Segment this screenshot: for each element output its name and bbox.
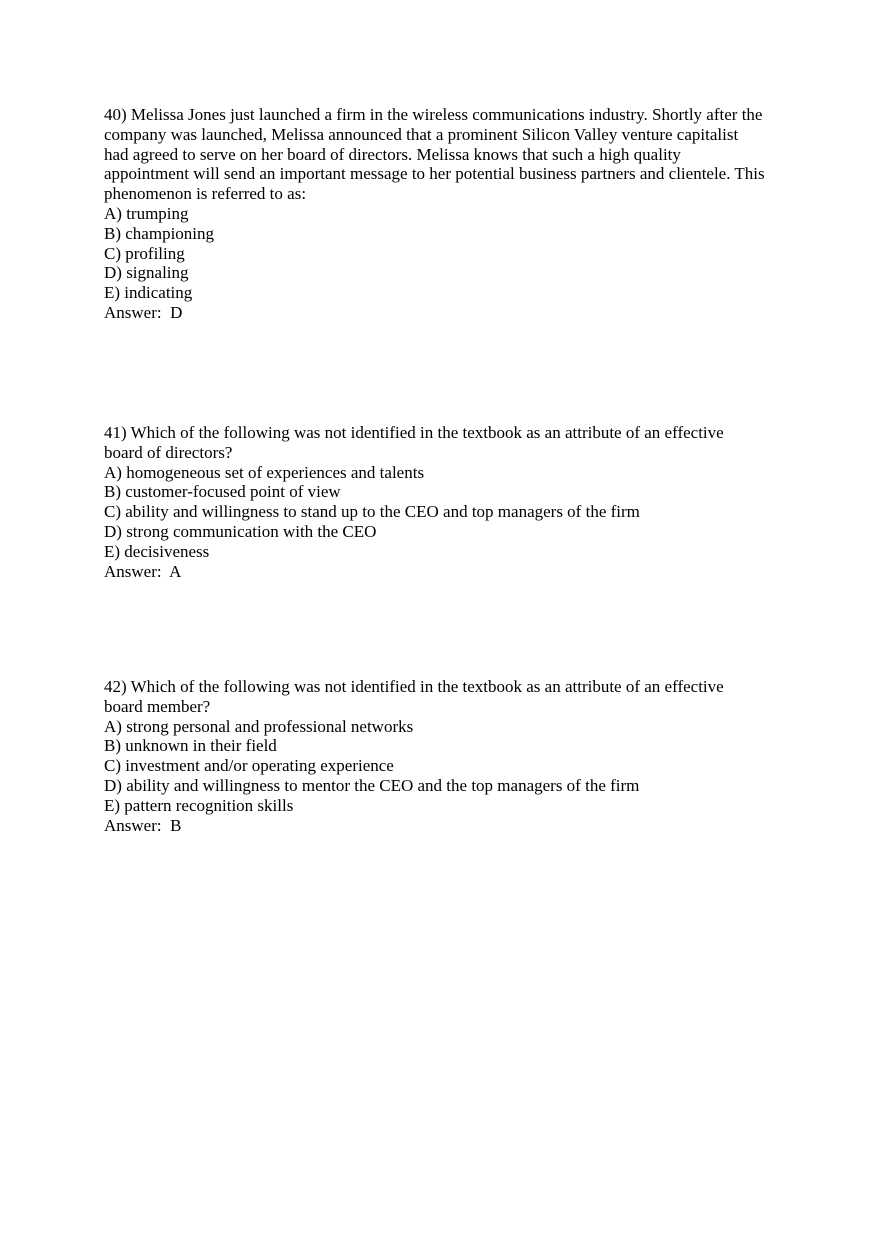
question-stem-line: 41) Which of the following was not identified in the textbook as an attribute of an effective	[104, 423, 724, 442]
option-b: B) championing	[104, 223, 215, 243]
option-a: A) trumping	[104, 203, 189, 223]
option-c: C) investment and/or operating experience	[104, 756, 394, 776]
option-b: B) unknown in their field	[104, 736, 277, 756]
question-stem-line: appointment will send an important message to her potential business partners and clientele. This	[104, 164, 765, 184]
question-stem-line: 42) Which of the following was not identified in the textbook as an attribute of an effective	[104, 677, 724, 696]
option-e: E) indicating	[104, 283, 193, 303]
option-c: C) ability and willingness to stand up to the CEO and top managers of the firm	[104, 502, 640, 522]
question-stem-line: phenomenon is referred to as:	[104, 184, 307, 204]
answer-line: Answer: A	[104, 561, 182, 581]
answer-line: Answer: D	[104, 302, 183, 322]
option-e: E) pattern recognition skills	[104, 795, 294, 815]
option-c: C) profiling	[104, 243, 185, 263]
option-e: E) decisiveness	[104, 541, 210, 561]
question-stem-line: had agreed to serve on her board of directors. Melissa knows that such a high quality	[104, 144, 681, 164]
question-40	[104, 105, 794, 323]
question-stem-line: board member?	[104, 696, 211, 716]
answer-line: Answer: B	[104, 815, 182, 835]
option-a: A) homogeneous set of experiences and talents	[104, 462, 425, 482]
option-d: D) strong communication with the CEO	[104, 521, 377, 541]
option-d: D) ability and willingness to mentor the CEO and the top managers of the firm	[104, 775, 640, 795]
question-42	[104, 677, 794, 835]
question-stem-line: 40) Melissa Jones just launched a firm in the wireless communications industry. Shortly after the	[104, 105, 763, 124]
option-d: D) signaling	[104, 263, 189, 283]
option-a: A) strong personal and professional networks	[104, 716, 414, 736]
question-stem-line: company was launched, Melissa announced that a prominent Silicon Valley venture capitalist	[104, 124, 739, 144]
question-stem-line: board of directors?	[104, 442, 233, 462]
question-41	[104, 423, 794, 581]
option-b: B) customer-focused point of view	[104, 482, 341, 502]
